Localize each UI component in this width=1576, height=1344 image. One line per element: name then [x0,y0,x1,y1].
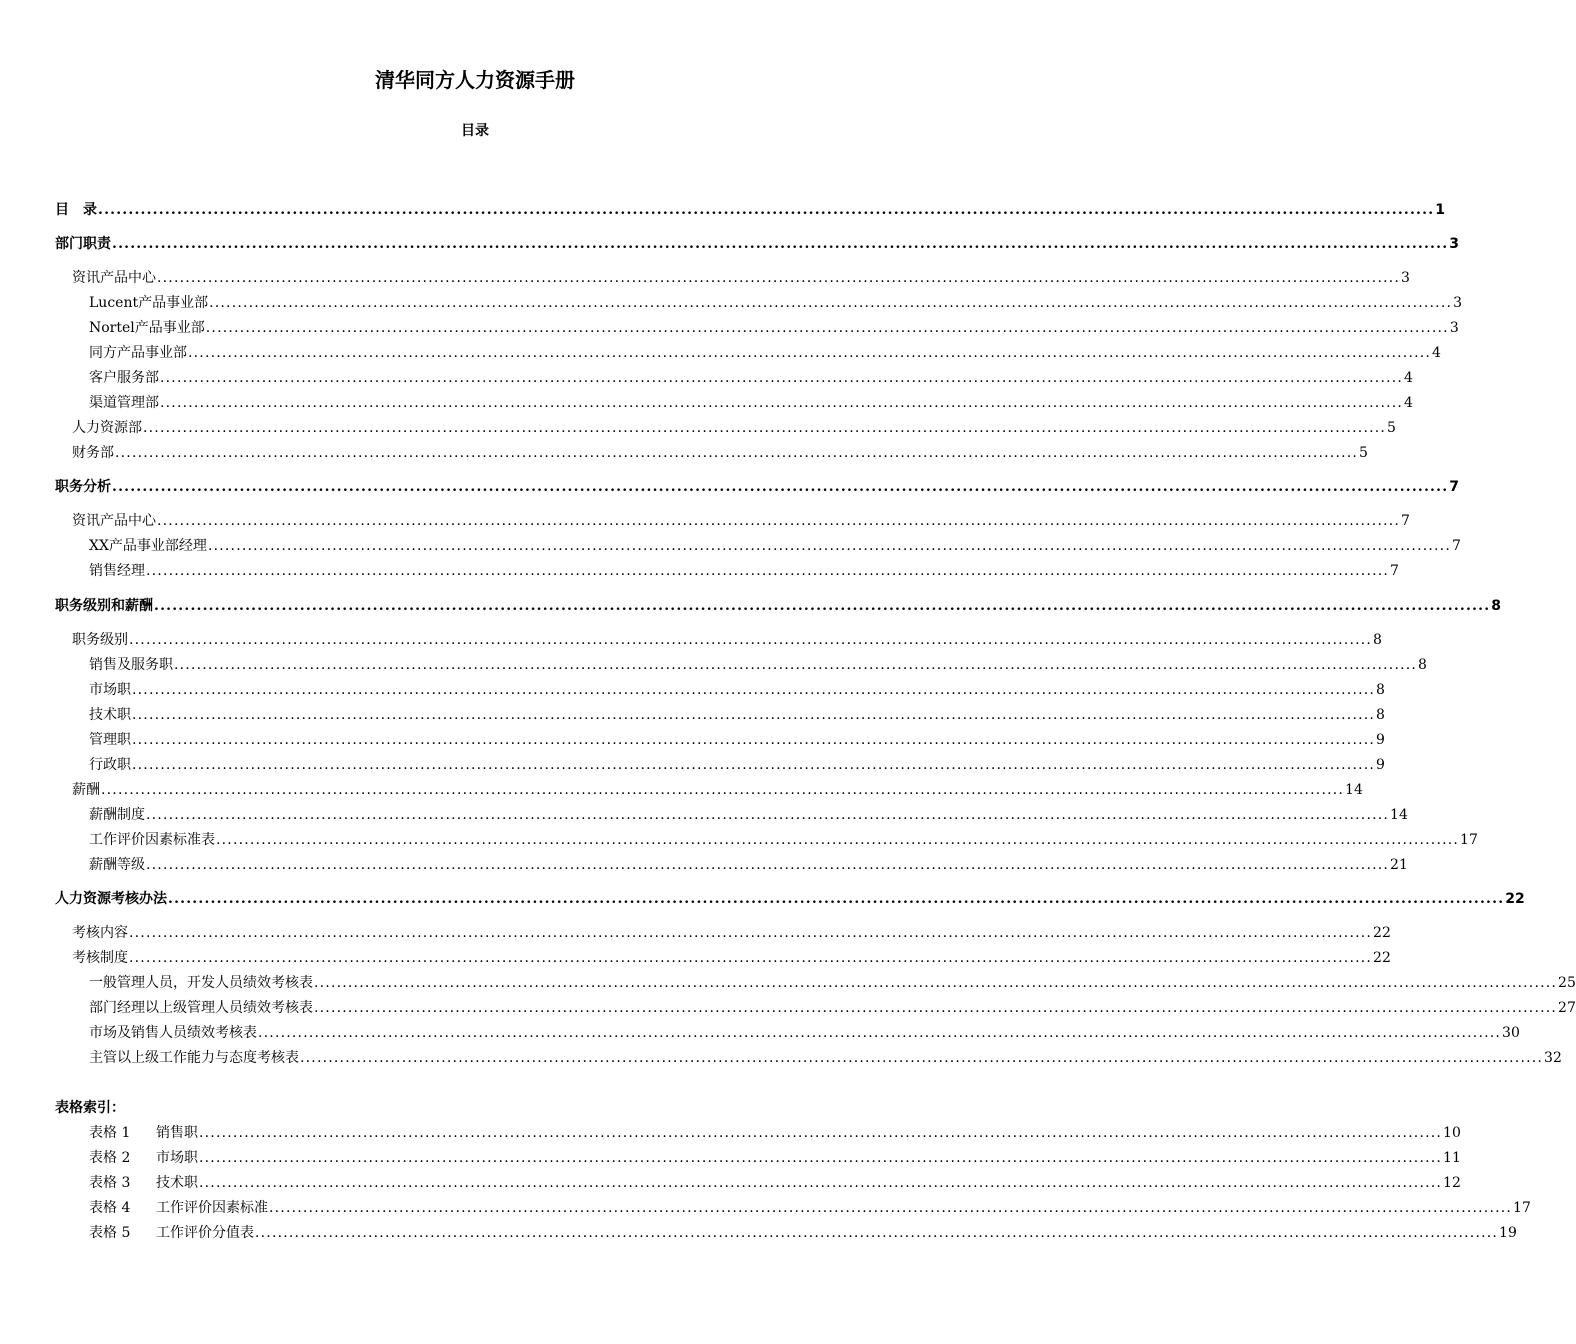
dot-leader: ............................................................................................................................................................................................................................ [129,925,1373,941]
dot-leader: ............................................................................................................................................................................................................................ [154,598,1491,614]
toc-entry-page-number: 3 [1453,295,1463,311]
toc-section-entry[interactable] [72,268,1410,288]
toc-entry-page-number: 7 [1401,513,1410,529]
toc-entry-page-number: 10 [1443,1125,1461,1141]
dot-leader: ............................................................................................................................................................................................................................ [160,370,1404,386]
page-title: 清华同方人力资源手册 [375,68,575,92]
dot-leader: ............................................................................................................................................................................................................................ [314,1000,1558,1016]
toc-entry-label: 一般管理人员，开发人员绩效考核表 [89,975,313,991]
toc-chapter-entry[interactable] [55,234,1460,254]
toc-subsection-entry[interactable] [89,393,1413,413]
table-number: 表格 4 [89,1200,131,1216]
toc-entry-page-number: 12 [1443,1175,1461,1191]
dot-leader: ............................................................................................................................................................................................................................ [146,857,1390,873]
dot-leader: ............................................................................................................................................................................................................................ [101,782,1345,798]
dot-leader: ............................................................................................................................................................................................................................ [129,950,1373,966]
toc-entry-label: 销售及服务职 [89,657,173,673]
dot-leader: ............................................................................................................................................................................................................................ [112,236,1449,252]
toc-entry-label: 考核制度 [72,950,128,966]
toc-section-entry[interactable] [72,948,1391,968]
dot-leader: ............................................................................................................................................................................................................................ [112,479,1449,495]
dot-leader: ............................................................................................................................................................................................................................ [146,807,1390,823]
toc-entry-label: 资讯产品中心 [72,513,156,529]
toc-entry-label: 行政职 [89,757,131,773]
toc-entry-label [89,1198,268,1218]
table-index-entry[interactable] [89,1123,1461,1143]
toc-entry-label [89,1148,198,1168]
dot-leader: ............................................................................................................................................................................................................................ [199,1125,1443,1141]
table-number: 表格 5 [89,1225,131,1241]
dot-leader: ............................................................................................................................................................................................................................ [174,657,1418,673]
toc-subtitle: 目录 [461,123,489,139]
dot-leader: ............................................................................................................................................................................................................................ [132,732,1376,748]
toc-entry-page-number: 17 [1460,832,1478,848]
dot-leader: ............................................................................................................................................................................................................................ [188,345,1432,361]
toc-entry-page-number: 19 [1499,1225,1517,1241]
toc-entry-page-number: 4 [1404,370,1413,386]
dot-leader: ............................................................................................................................................................................................................................ [129,632,1373,648]
dot-leader: ............................................................................................................................................................................................................................ [199,1150,1443,1166]
toc-section-entry[interactable] [72,511,1410,531]
toc-subsection-entry[interactable] [89,536,1461,556]
toc-entry-label: 薪酬制度 [89,807,145,823]
table-index-heading: 表格索引： [55,1100,125,1116]
table-title: 工作评价因素标准 [156,1200,268,1216]
toc-entry-page-number: 8 [1376,707,1385,723]
dot-leader: ............................................................................................................................................................................................................................ [269,1200,1513,1216]
toc-subsection-entry[interactable] [89,561,1399,581]
toc-entry-page-number: 22 [1373,925,1391,941]
toc-subsection-entry[interactable] [89,998,1576,1018]
toc-subsection-entry[interactable] [89,730,1385,750]
dot-leader: ............................................................................................................................................................................................................................ [132,682,1376,698]
toc-subsection-entry[interactable] [89,755,1385,775]
toc-entry-page-number: 8 [1373,632,1382,648]
dot-leader: ............................................................................................................................................................................................................................ [168,891,1505,907]
toc-entry-label: 薪酬等级 [89,857,145,873]
toc-entry-label: 技术职 [89,707,131,723]
toc-entry-page-number: 22 [1373,950,1391,966]
dot-leader: ............................................................................................................................................................................................................................ [207,538,1451,554]
toc-section-entry[interactable] [72,780,1363,800]
toc-entry-label: XX产品事业部经理 [89,538,207,554]
table-number: 表格 3 [89,1175,131,1191]
toc-entry-label [89,1123,198,1143]
toc-subsection-entry[interactable] [89,368,1413,388]
toc-entry-label: 市场职 [89,682,131,698]
dot-leader: ............................................................................................................................................................................................................................ [255,1225,1499,1241]
dot-leader: ............................................................................................................................................................................................................................ [258,1025,1502,1041]
toc-entry-label: 职务分析 [55,479,111,495]
toc-entry-page-number: 27 [1558,1000,1576,1016]
toc-entry-label: Nortel产品事业部 [89,320,205,336]
toc-subsection-entry[interactable] [89,805,1408,825]
toc-entry-page-number: 7 [1390,563,1399,579]
toc-entry-page-number: 5 [1387,420,1396,436]
toc-subsection-entry[interactable] [89,680,1385,700]
toc-subsection-entry[interactable] [89,655,1427,675]
toc-subsection-entry[interactable] [89,705,1385,725]
toc-entry-label: 财务部 [72,445,114,461]
toc-entry-page-number: 14 [1345,782,1363,798]
toc-entry-page-number: 7 [1449,479,1460,495]
toc-subsection-entry[interactable] [89,1048,1562,1068]
table-number: 表格 2 [89,1150,131,1166]
toc-entry-page-number: 1 [1435,202,1446,218]
table-index-entry[interactable] [89,1173,1461,1193]
toc-entry-page-number: 5 [1359,445,1368,461]
toc-chapter-entry[interactable] [55,477,1460,497]
toc-entry-label: Lucent产品事业部 [89,295,209,311]
toc-section-entry[interactable] [72,443,1368,463]
toc-entry-page-number: 8 [1376,682,1385,698]
toc-subsection-entry[interactable] [89,855,1408,875]
toc-entry-page-number: 22 [1505,891,1525,907]
dot-leader: ............................................................................................................................................................................................................................ [157,270,1401,286]
toc-entry-page-number: 3 [1449,236,1460,252]
toc-entry-label: 工作评价因素标准表 [89,832,215,848]
toc-entry-page-number: 4 [1432,345,1441,361]
table-title: 技术职 [156,1175,198,1191]
dot-leader: ............................................................................................................................................................................................................................ [143,420,1387,436]
toc-entry-page-number: 9 [1376,757,1385,773]
toc-entry-label: 主管以上级工作能力与态度考核表 [89,1050,299,1066]
table-title: 工作评价分值表 [156,1225,254,1241]
table-number: 表格 1 [89,1125,131,1141]
toc-entry-page-number: 8 [1491,598,1502,614]
dot-leader: ............................................................................................................................................................................................................................ [199,1175,1443,1191]
toc-entry-page-number: 3 [1401,270,1410,286]
toc-entry-page-number: 8 [1418,657,1427,673]
toc-entry-page-number: 25 [1558,975,1576,991]
toc-entry-label: 目 录 [55,202,97,218]
toc-entry-label: 市场及销售人员绩效考核表 [89,1025,257,1041]
toc-entry-page-number: 11 [1443,1150,1461,1166]
toc-entry-label: 销售经理 [89,563,145,579]
dot-leader: ............................................................................................................................................................................................................................ [146,563,1390,579]
toc-entry-label: 考核内容 [72,925,128,941]
dot-leader: ............................................................................................................................................................................................................................ [205,320,1449,336]
toc-entry-page-number: 30 [1502,1025,1520,1041]
table-title: 市场职 [156,1150,198,1166]
toc-subsection-entry[interactable] [89,830,1478,850]
toc-entry-page-number: 3 [1449,320,1459,336]
toc-entry-label [89,1223,254,1243]
table-index-entry[interactable] [89,1148,1461,1168]
table-title: 销售职 [156,1125,198,1141]
toc-entry-page-number: 4 [1404,395,1413,411]
dot-leader: ............................................................................................................................................................................................................................ [160,395,1404,411]
dot-leader: ............................................................................................................................................................................................................................ [132,757,1376,773]
toc-entry-label: 薪酬 [72,782,100,798]
table-index-entry[interactable] [89,1223,1517,1243]
dot-leader: ............................................................................................................................................................................................................................ [209,295,1453,311]
toc-entry-label: 渠道管理部 [89,395,159,411]
toc-entry-label: 职务级别 [72,632,128,648]
toc-chapter-entry[interactable] [55,200,1446,220]
dot-leader: ............................................................................................................................................................................................................................ [132,707,1376,723]
toc-subsection-entry[interactable] [89,343,1441,363]
toc-entry-label: 资讯产品中心 [72,270,156,286]
toc-subsection-entry[interactable] [89,293,1463,313]
dot-leader: ............................................................................................................................................................................................................................ [314,975,1558,991]
toc-section-entry[interactable] [72,630,1382,650]
dot-leader: ............................................................................................................................................................................................................................ [216,832,1460,848]
toc-entry-label: 人力资源考核办法 [55,891,167,907]
toc-subsection-entry[interactable] [89,318,1459,338]
toc-entry-page-number: 21 [1390,857,1408,873]
toc-chapter-entry[interactable] [55,889,1525,909]
toc-entry-label: 人力资源部 [72,420,142,436]
table-index-entry[interactable] [89,1198,1531,1218]
toc-entry-label: 同方产品事业部 [89,345,187,361]
toc-entry-page-number: 14 [1390,807,1408,823]
toc-entry-label [89,1173,198,1193]
toc-chapter-entry[interactable] [55,596,1502,616]
dot-leader: ............................................................................................................................................................................................................................ [98,202,1435,218]
toc-entry-label: 部门经理以上级管理人员绩效考核表 [89,1000,313,1016]
toc-entry-page-number: 17 [1513,1200,1531,1216]
toc-entry-label: 客户服务部 [89,370,159,386]
toc-entry-label: 部门职责 [55,236,111,252]
toc-entry-page-number: 7 [1451,538,1461,554]
toc-section-entry[interactable] [72,923,1391,943]
toc-entry-page-number: 32 [1544,1050,1562,1066]
dot-leader: ............................................................................................................................................................................................................................ [300,1050,1544,1066]
toc-section-entry[interactable] [72,418,1396,438]
toc-entry-label: 管理职 [89,732,131,748]
dot-leader: ............................................................................................................................................................................................................................ [115,445,1359,461]
toc-entry-page-number: 9 [1376,732,1385,748]
dot-leader: ............................................................................................................................................................................................................................ [157,513,1401,529]
toc-entry-label: 职务级别和薪酬 [55,598,153,614]
toc-subsection-entry[interactable] [89,1023,1520,1043]
toc-subsection-entry[interactable] [89,973,1576,993]
